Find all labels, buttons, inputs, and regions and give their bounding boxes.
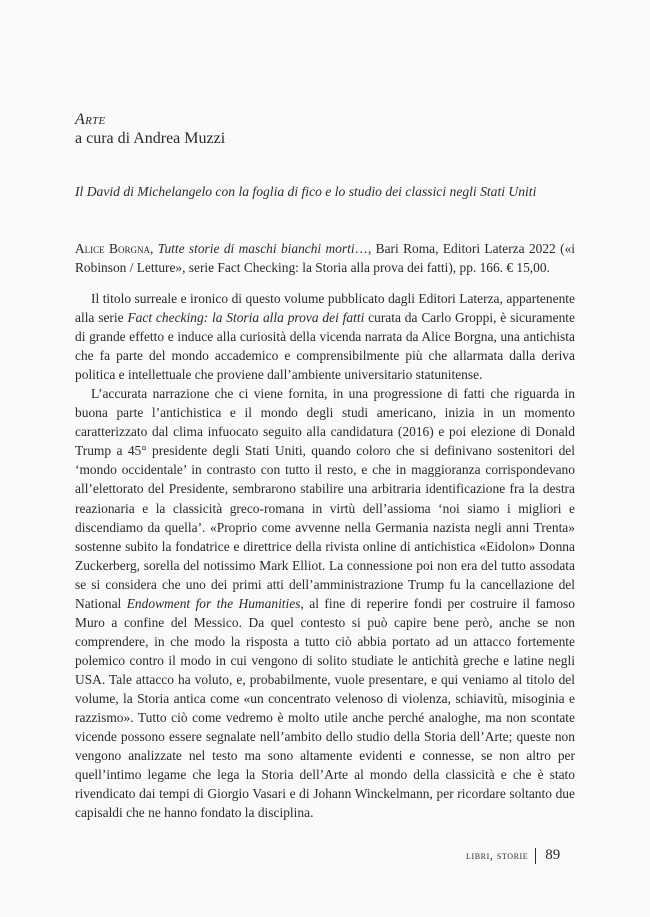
section-kicker: Arte: [75, 111, 106, 128]
book-title: Tutte storie di maschi bianchi morti: [157, 241, 355, 256]
paragraph-text: Il titolo surreale e ironico di questo volume pubblicato dagli Editori Laterza, appartenente alla serie: [75, 291, 575, 326]
book-details: …, Bari Roma, Editori Laterza 2022 («i Robinson / Letture», serie Fact Checking: la Storia alla prova dei fatti), pp. 166. € 15,00.: [75, 241, 576, 275]
book-author: Alice Borgna: [75, 241, 150, 256]
page-footer: [466, 847, 560, 864]
paragraph-text: L’accurata narrazione che ci viene fornita, in una progressione di fatti che riguarda in buona parte l’antichistica e il mondo degli studi americano, inizia in un momento caratterizzato dal clima infuocato seguito alla candidatura (2016) e poi elezione di Donald Trump a 45° presidente degli Stati Uniti, quando coloro che si definivano sostenitori del ‘mondo occidentale’ in contrasto con tutto il resto, e che in maggioranza corrispondevano all’elettorato del Presidente, sembrarono stabilire una arbitraria identificazione fra la destra reazionaria e la classicità greco-romana in virtù dell’assioma ‘noi siamo i migliori e discendiamo da quella’. «Proprio come avvenne nella Germania nazista negli anni Trenta» sostenne subito la fondatrice e direttrice della rivista online di antichistica «Eidolon» Donna Zuckerberg, sorella del notissimo Mark Elliot. La connessione poi non era del tutto assodata se si considera che uno dei primi atti dell’amministrazione Trump fu la cancellazione del National: [75, 386, 575, 611]
paragraph-2: [75, 384, 575, 822]
review-title: Il David di Michelangelo con la foglia di fico e lo studio dei classici negli Stati Uniti: [75, 184, 537, 199]
review-body: [75, 289, 575, 822]
running-head: libri, storie: [466, 849, 529, 862]
institution-name: Endowment for the Humanities: [126, 595, 301, 611]
footer-divider: [535, 848, 536, 864]
bibliographic-entry: Alice Borgna, Tutte storie di maschi bianchi morti…, Bari Roma, Editori Laterza 2022 («i Robinson / Letture», serie Fact Checking: la Storia alla prova dei fatti), pp. 166. € 15,00.: [75, 241, 576, 275]
section-editor: a cura di Andrea Muzzi: [75, 130, 226, 147]
series-title: Fact checking: la Storia alla prova dei fatti: [127, 310, 365, 326]
paragraph-1: [75, 289, 575, 384]
paragraph-text: , al fine di reperire fondi per costruire il famoso Muro a confine del Messico. Da quel contesto si può capire bene però, anche se non comprendere, in che modo la risposta a tutto ciò abbia portato ad un attacco fortemente polemico contro il modo in cui vengono di solito studiate le antichità greche e latine negli USA. Tale attacco ha voluto, e, probabilmente, vuole presentare, e qui veniamo al titolo del volume, la Storia antica come «un concentrato velenoso di violenza, schiavitù, misoginia e razzismo». Tutto ciò come vedremo è molto utile anche perché analoghe, ma non scontate vicende possono essere segnalate nell’ambito dello studio della Storia dell’Arte; queste non vengono analizzate nel testo ma sono altamente evidenti e connesse, se non altro per quell’intimo legame che lega la Storia dell’Arte al mondo della classicità e che è stato rivendicato dai tempi di Giorgio Vasari e di Johann Winckelmann, per ricordare soltanto due capisaldi che ne hanno fondato la disciplina.: [75, 595, 575, 821]
paragraph-text: curata da Carlo Groppi, è sicuramente di grande effetto e induce alla curiosità della vicenda narrata da Alice Borgna, una antichista che fa parte del mondo accademico e comprensibilmente più che allarmata dalla deriva politica e intellettuale che proviene dall’ambiente universitario statunitense.: [75, 310, 575, 383]
page-number: 89: [545, 847, 561, 863]
